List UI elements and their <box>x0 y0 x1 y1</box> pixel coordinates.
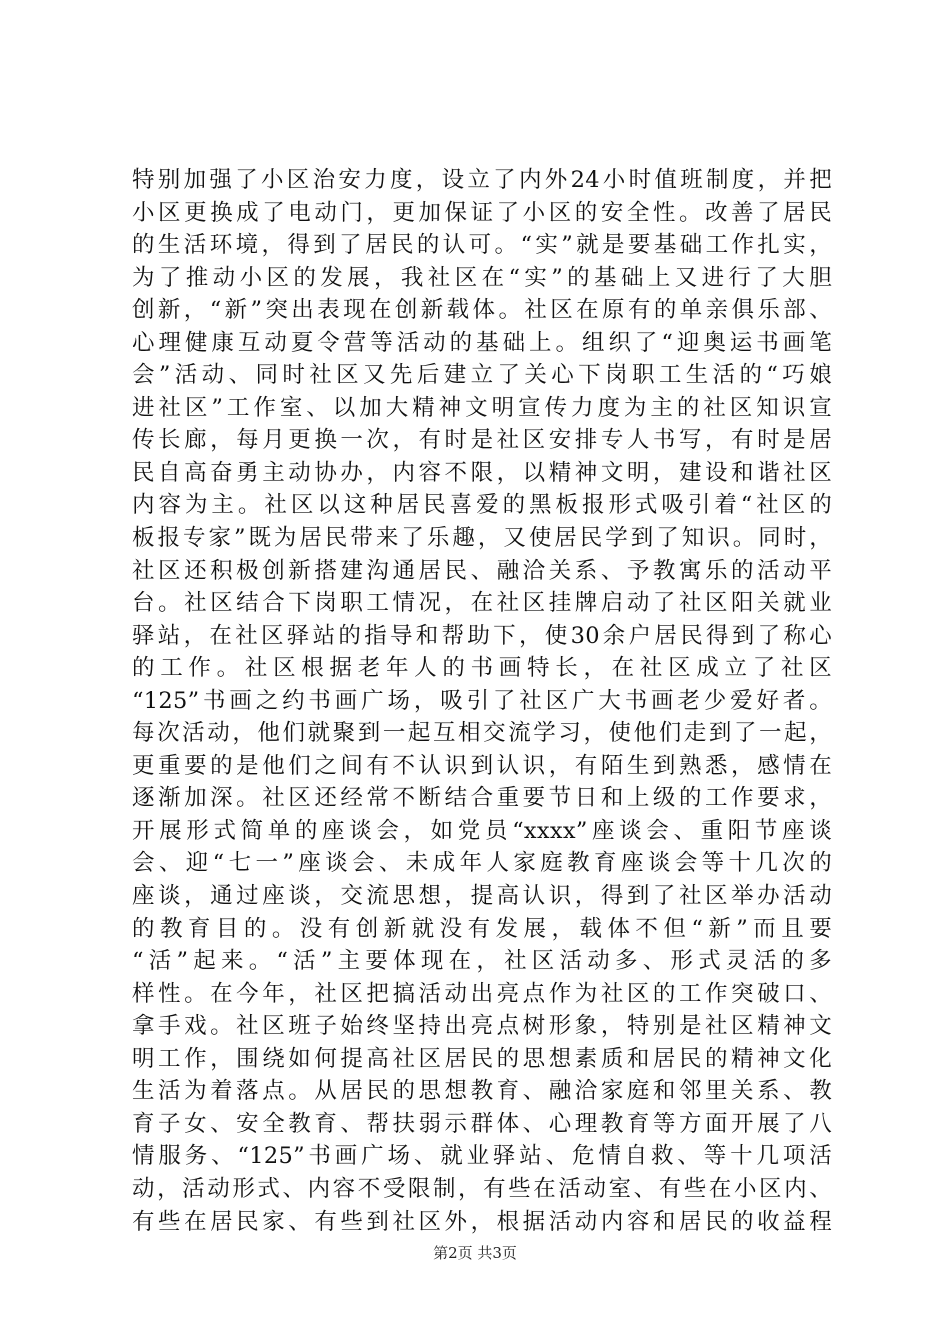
text-line: 的教育目的。没有创新就没有发展，载体不但“新”而且要 <box>132 915 832 942</box>
text-line: 的生活环境，得到了居民的认可。“实”就是要基础工作扎实， <box>132 232 832 259</box>
text-line: 开展形式简单的座谈会，如党员“xxxx”座谈会、重阳节座谈 <box>132 817 832 844</box>
text-line: 情服务、“125”书画广场、就业驿站、危情自救、等十几项活 <box>132 1143 832 1170</box>
text-line: 拿手戏。社区班子始终坚持出亮点树形象，特别是社区精神文 <box>132 1013 832 1040</box>
text-line: 座谈，通过座谈，交流思想，提高认识，得到了社区举办活动 <box>132 883 832 910</box>
page-footer <box>0 1243 950 1263</box>
text-line: 台。社区结合下岗职工情况，在社区挂牌启动了社区阳关就业 <box>132 590 832 617</box>
text-line: 传长廊，每月更换一次，有时是社区安排专人书写，有时是居 <box>132 427 832 454</box>
text-line: 心理健康互动夏令营等活动的基础上。组织了“迎奥运书画笔 <box>132 329 832 356</box>
text-line: 会”活动、同时社区又先后建立了关心下岗职工生活的“巧娘 <box>132 362 832 389</box>
text-line: 小区更换成了电动门，更加保证了小区的安全性。改善了居民 <box>132 199 832 226</box>
text-line: “125”书画之约书画广场，吸引了社区广大书画老少爱好者。 <box>132 687 832 714</box>
text-line: 的工作。社区根据老年人的书画特长，在社区成立了社区 <box>132 655 832 682</box>
text-line: 驿站，在社区驿站的指导和帮助下，使30余户居民得到了称心 <box>132 622 832 649</box>
text-line: 社区还积极创新搭建沟通居民、融洽关系、予教寓乐的活动平 <box>132 557 832 584</box>
text-line: 进社区”工作室、以加大精神文明宣传力度为主的社区知识宣 <box>132 394 832 421</box>
text-line: “活”起来。“活”主要体现在，社区活动多、形式灵活的多 <box>132 948 832 975</box>
text-line: 创新，“新”突出表现在创新载体。社区在原有的单亲俱乐部、 <box>132 297 832 324</box>
text-line: 动，活动形式、内容不受限制，有些在活动室、有些在小区内、 <box>132 1175 832 1202</box>
body-text <box>132 164 832 1238</box>
text-line: 特别加强了小区治安力度，设立了内外24小时值班制度，并把 <box>132 167 832 193</box>
text-line: 生活为着落点。从居民的思想教育、融洽家庭和邻里关系、教 <box>132 1078 832 1105</box>
text-line: 会、迎“七一”座谈会、未成年人家庭教育座谈会等十几次的 <box>132 850 832 877</box>
page-number-label: 第2页 共3页 <box>433 1244 517 1262</box>
text-line: 样性。在今年，社区把搞活动出亮点作为社区的工作突破口、 <box>132 980 832 1007</box>
text-line: 民自高奋勇主动协办，内容不限，以精神文明，建设和谐社区 <box>132 459 832 486</box>
text-line: 有些在居民家、有些到社区外，根据活动内容和居民的收益程 <box>132 1208 832 1235</box>
text-line: 板报专家”既为居民带来了乐趣，又使居民学到了知识。同时， <box>132 525 832 552</box>
text-line: 每次活动，他们就聚到一起互相交流学习，使他们走到了一起， <box>132 720 832 747</box>
text-line: 内容为主。社区以这种居民喜爱的黑板报形式吸引着“社区的 <box>132 492 832 519</box>
text-line: 育子女、安全教育、帮扶弱示群体、心理教育等方面开展了八 <box>132 1110 832 1137</box>
text-line: 明工作，围绕如何提高社区居民的思想素质和居民的精神文化 <box>132 1045 832 1072</box>
text-line: 逐渐加深。社区还经常不断结合重要节日和上级的工作要求， <box>132 785 832 812</box>
text-line: 更重要的是他们之间有不认识到认识，有陌生到熟悉，感情在 <box>132 752 832 779</box>
text-line: 为了推动小区的发展，我社区在“实”的基础上又进行了大胆 <box>132 264 832 291</box>
